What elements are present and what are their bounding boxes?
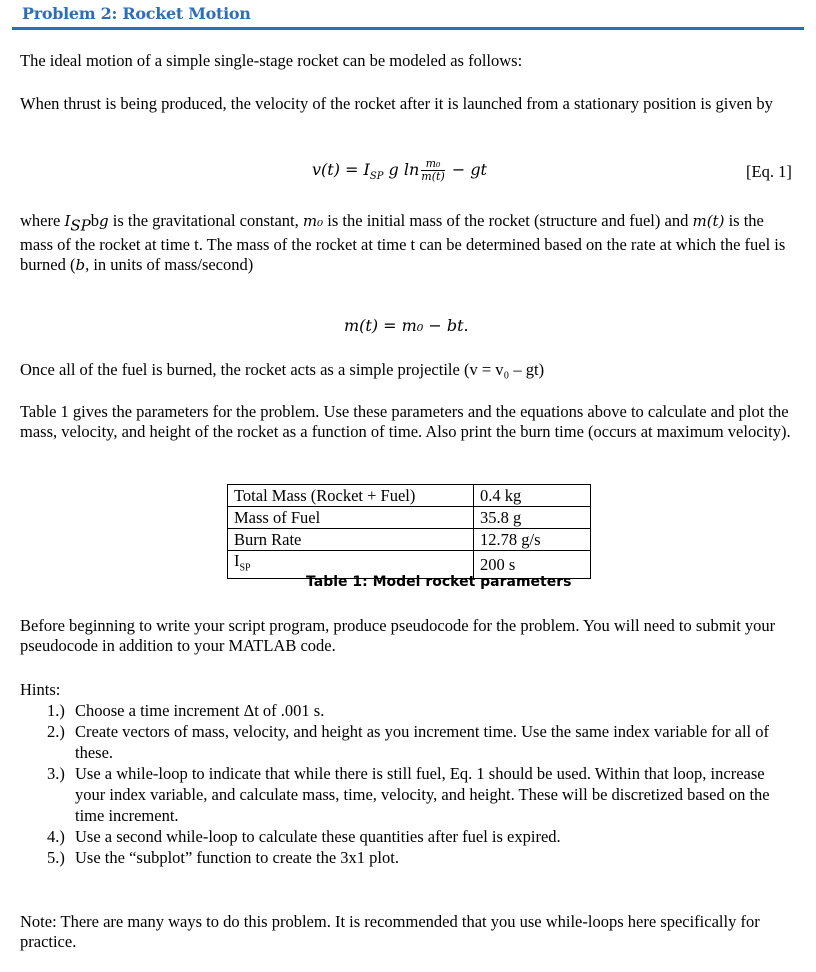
text: b (90, 211, 99, 230)
text: is the gravitational constant, (108, 211, 303, 230)
equation-1 (312, 158, 487, 183)
list-number: 5.) (47, 848, 65, 867)
list-text: Use a while-loop to indicate that while there is still fuel, Eq. 1 should be used. Within that loop, increase your index variable, and calculate mass, time, velocity, and height. These will be discretized based on the time increment. (75, 764, 770, 825)
isp-symbol: I (64, 212, 71, 230)
table-cell-label: Total Mass (Rocket + Fuel) (228, 485, 474, 507)
table-cell-value: 35.8 g (474, 507, 591, 529)
table-cell-label: Mass of Fuel (228, 507, 474, 529)
hints-heading: Hints: (20, 680, 61, 699)
table-cell-value: 200 s (474, 551, 591, 579)
table-caption: Table 1: Model rocket parameters (306, 574, 572, 590)
eq1-mid: g ln (383, 160, 420, 179)
mt-symbol: m(t) (692, 212, 725, 230)
table-paragraph: Table 1 gives the parameters for the problem. Use these parameters and the equations above to calculate and plot the mass, velocity, and height of the rocket as a function of time. Also print the burn time (occurs at maximum velocity). (20, 402, 791, 441)
table-cell-value: 12.78 g/s (474, 529, 591, 551)
table-row (228, 507, 591, 529)
eq1-lhs: v(t) = I (312, 160, 370, 179)
equation-1-label: [Eq. 1] (746, 162, 792, 181)
projectile-paragraph: Once all of the fuel is burned, the rocket acts as a simple projectile (v = v₀ – gt) (20, 360, 545, 379)
isp-sub: SP (70, 216, 91, 235)
table-row (228, 485, 591, 507)
title-rule (12, 27, 804, 30)
list-number: 1.) (47, 701, 65, 720)
eq1-denominator: m(t) (421, 170, 445, 183)
list-number: 2.) (47, 722, 65, 741)
note-paragraph: Note: There are many ways to do this problem. It is recommended that you use while-loops here specifically for practice. (20, 912, 760, 951)
list-item (47, 826, 797, 847)
list-item (47, 700, 797, 721)
list-number: 4.) (47, 827, 65, 846)
table-cell-label: Burn Rate (228, 529, 474, 551)
text: is the mass of the rocket at time t. The mass of the rocket at time t can be determined based on the rate at which the fuel is burned ( (20, 211, 786, 275)
b-symbol: b (75, 256, 86, 275)
hints-list (47, 700, 797, 868)
list-number: 3.) (47, 764, 65, 783)
parameters-table (227, 484, 591, 579)
eq1-sub: SP (369, 171, 384, 183)
isp-label: I (234, 551, 240, 570)
list-item (47, 847, 797, 868)
intro-paragraph: The ideal motion of a simple single-stage rocket can be modeled as follows: (20, 51, 523, 70)
m0-symbol: m₀ (302, 212, 324, 230)
list-text: Use the “subplot” function to create the 3x1 plot. (75, 848, 399, 867)
table-row (228, 529, 591, 551)
list-item (47, 763, 797, 826)
g-symbol: g (99, 212, 109, 230)
text: , in units of mass/second) (85, 255, 254, 275)
list-text: Use a second while-loop to calculate these quantities after fuel is expired. (75, 827, 561, 846)
eq1-rhs: − gt (446, 160, 487, 179)
where-paragraph (20, 211, 800, 275)
pseudocode-paragraph: Before beginning to write your script program, produce pseudocode for the problem. You will need to submit your pseudocode in addition to your MATLAB code. (20, 616, 776, 655)
isp-label-sub: SP (239, 562, 251, 574)
equation-2: m(t) = m₀ − bt. (344, 316, 469, 335)
list-item (47, 721, 797, 763)
eq1-numerator: m₀ (421, 158, 444, 171)
velocity-paragraph: When thrust is being produced, the velocity of the rocket after it is launched from a stationary position is given by (20, 94, 773, 113)
text: is the initial mass of the rocket (structure and fuel) and (323, 211, 693, 230)
page-title: Problem 2: Rocket Motion (22, 4, 251, 23)
table-cell-value: 0.4 kg (474, 485, 591, 507)
text: where (20, 211, 65, 230)
list-text: Choose a time increment Δt of .001 s. (75, 701, 325, 720)
eq1-fraction (421, 158, 444, 183)
list-text: Create vectors of mass, velocity, and height as you increment time. Use the same index variable for all of these. (75, 722, 769, 762)
